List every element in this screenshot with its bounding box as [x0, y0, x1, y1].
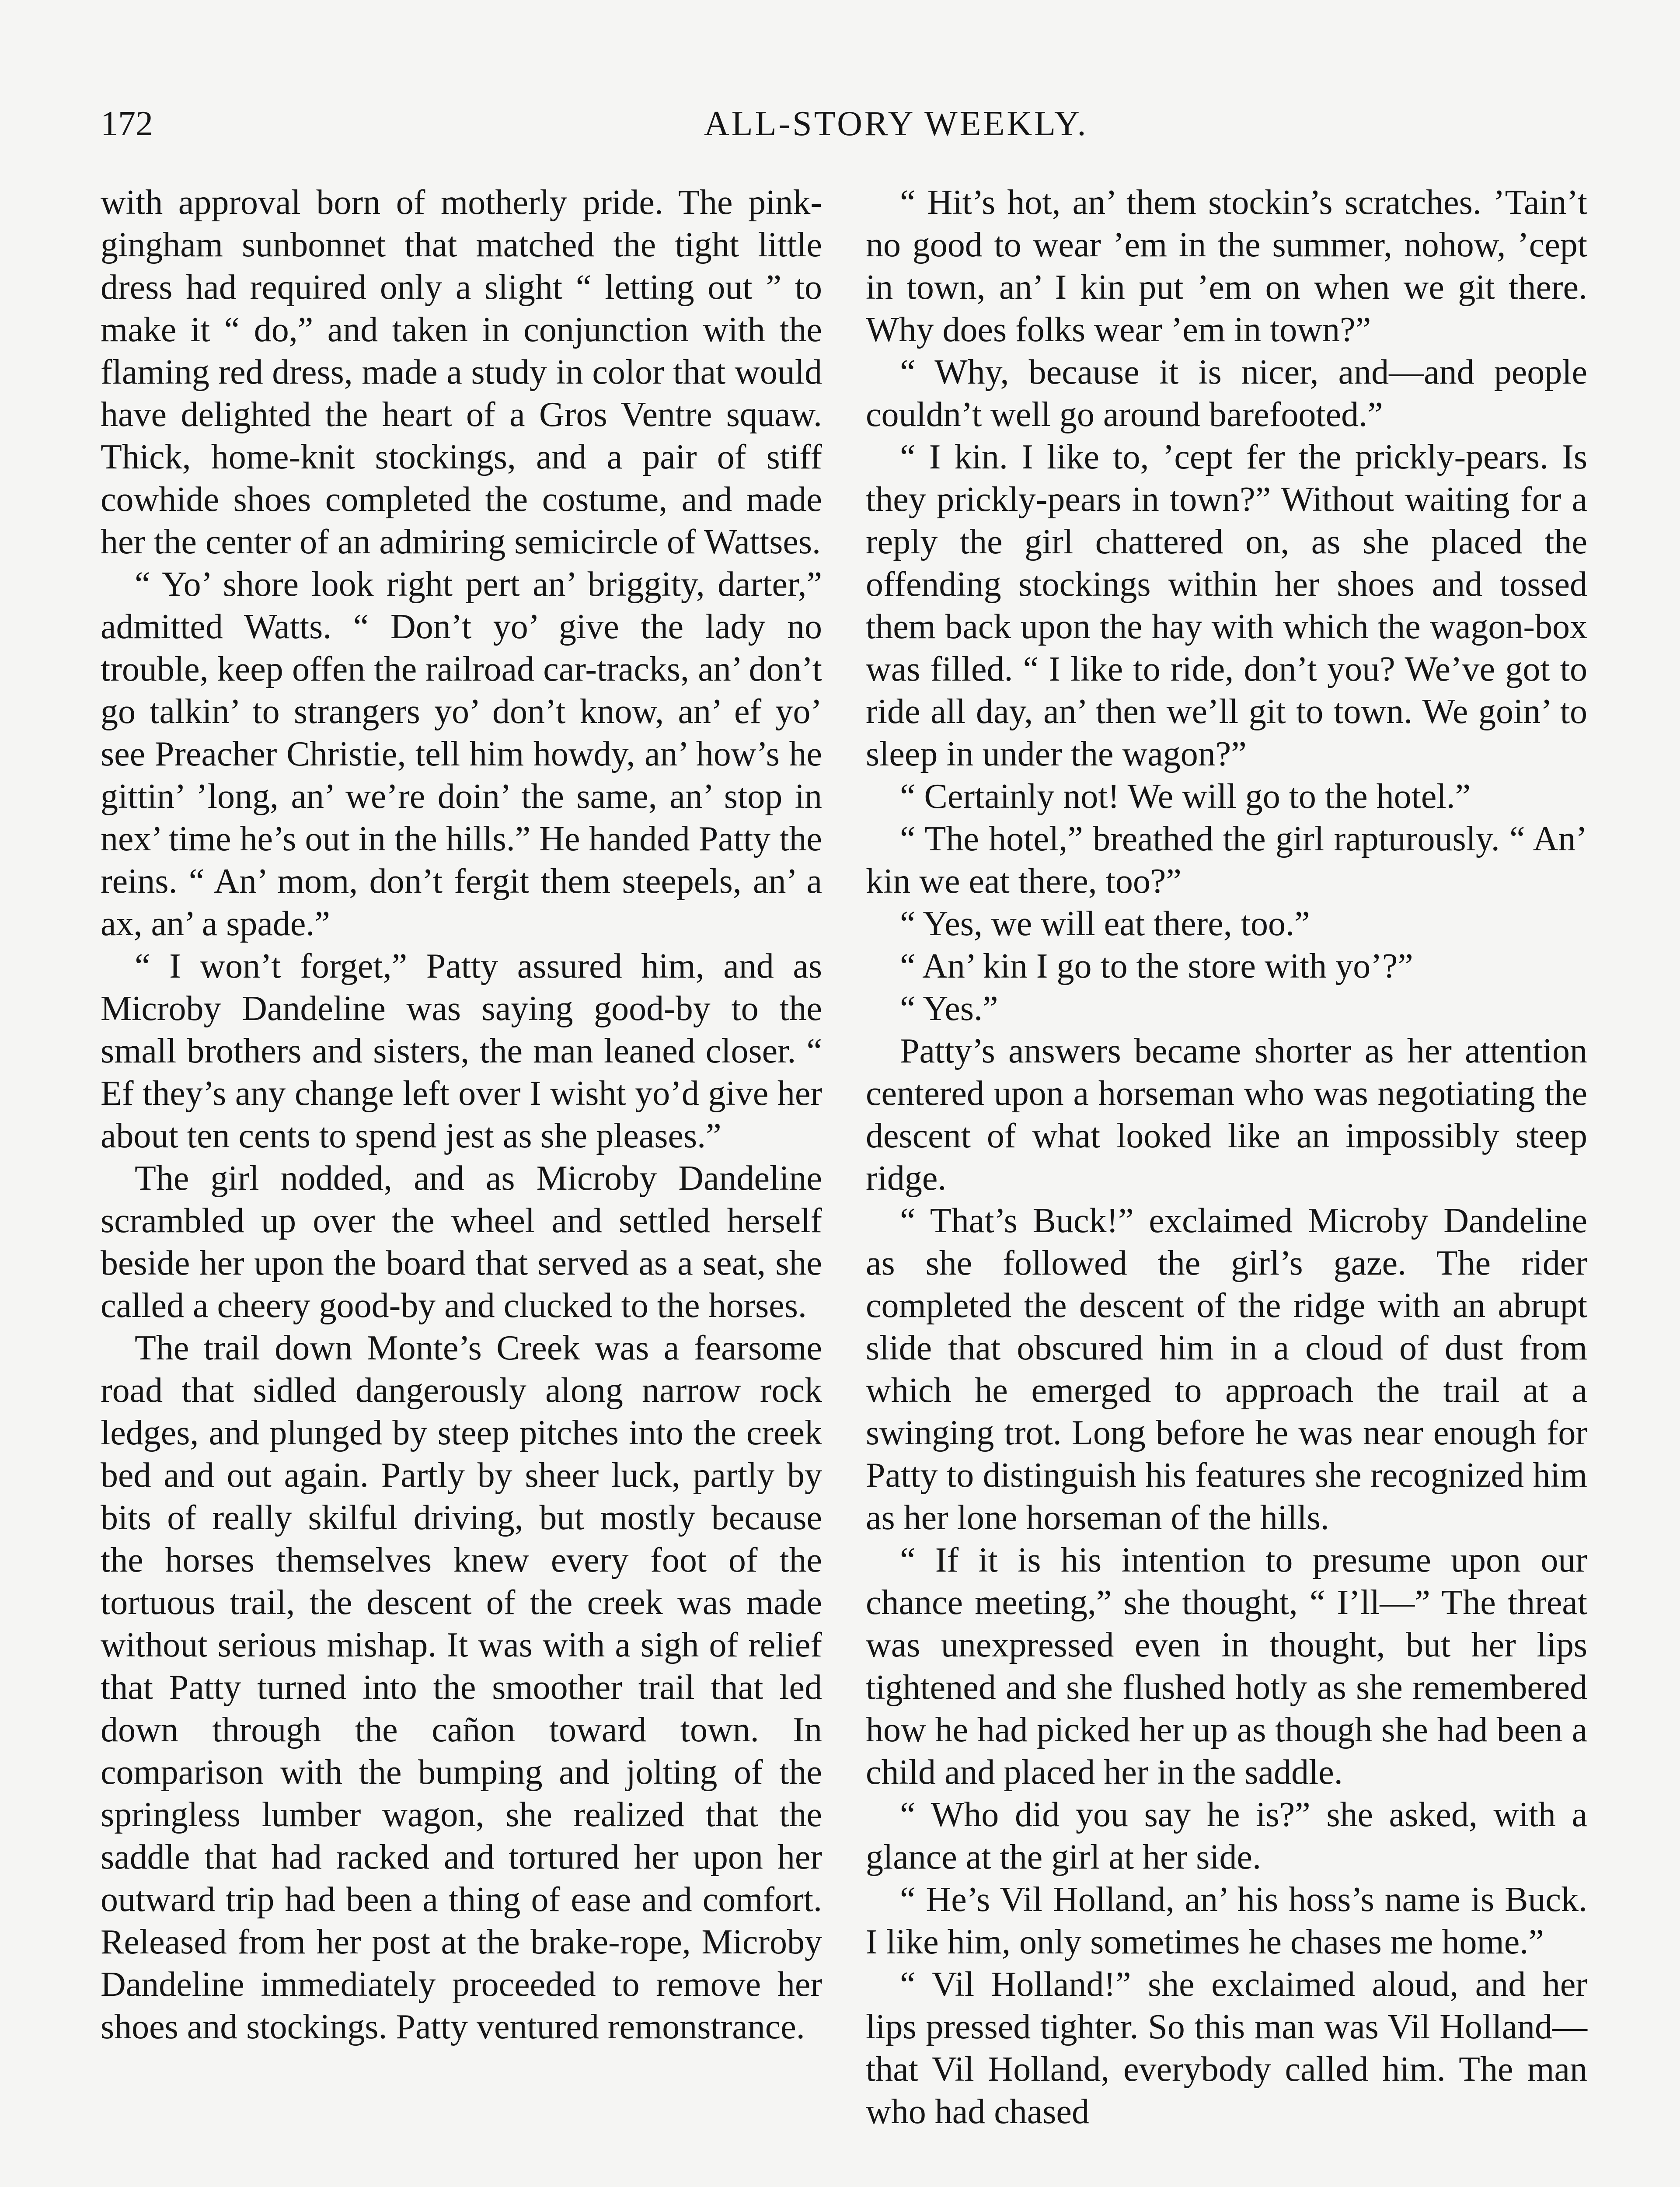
paragraph: “ Hit’s hot, an’ them stockin’s scratches. ’Tain’t no good to wear ’em in the summer, nohow, ’cept in town, an’ I kin put ’em on when we git there. Why does folks wear ’em in town?”	[866, 183, 1587, 349]
paragraph: “ I kin. I like to, ’cept fer the prickly-pears. Is they prickly-pears in town?” Without waiting for a reply the girl chattered on, as she placed the offending stockings within her shoes and tossed them back upon the hay with which the wagon-box was filled. “ I like to ride, don’t you? We’ve got to ride all day, an’ then we’ll git to town. We goin’ to sleep in under the wagon?”	[866, 438, 1587, 773]
paragraph: The trail down Monte’s Creek was a fearsome road that sidled dangerously along narrow rock ledges, and plunged by steep pitches into the creek bed and out again. Partly by sheer luck, partly by bits of really skilful driving, but mostly because the horses themselves knew every foot of the tortuous trail, the descent of the creek was made without serious mishap. It was with a sigh of relief that Patty turned into the smoother trail that led down through the cañon toward town. In comparison with the bumping and jolting of the springless lumber wagon, she realized that the saddle that had racked and tortured her upon her outward trip had been a thing of ease and comfort. Released from her post at the brake-rope, Microby Dandeline immediately proceeded to remove her shoes and stockings. Patty ventured remonstrance.	[101, 1329, 822, 2046]
paragraph: “ He’s Vil Holland, an’ his hoss’s name is Buck. I like him, only sometimes he chases me home.”	[866, 1880, 1587, 1961]
paragraph: Patty’s answers became shorter as her attention centered upon a horseman who was negotiating the descent of what looked like an impossibly steep ridge.	[866, 1032, 1587, 1198]
page-number: 172	[101, 105, 153, 143]
paragraph: “ I won’t forget,” Patty assured him, and as Microby Dandeline was saying good-by to the small brothers and sisters, the man leaned closer. “ Ef they’s any change left over I wisht yo’d give her about ten cents to spend jest as she pleases.”	[101, 947, 822, 1155]
paragraph: “ The hotel,” breathed the girl rapturously. “ An’ kin we eat there, too?”	[866, 820, 1587, 901]
paragraph: “ Yo’ shore look right pert an’ briggity, darter,” admitted Watts. “ Don’t yo’ give the lady no trouble, keep offen the railroad car-tracks, an’ don’t go talkin’ to strangers yo’ don’t know, an’ ef yo’ see Preacher Christie, tell him howdy, an’ how’s he gittin’ ’long, an’ we’re doin’ the same, an’ stop in nex’ time he’s out in the hills.” He handed Patty the reins. “ An’ mom, don’t fergit them steepels, an’ a ax, an’ a spade.”	[101, 565, 822, 943]
paragraph: “ Why, because it is nicer, and—and people couldn’t well go around barefooted.”	[866, 353, 1587, 434]
paragraph: “ An’ kin I go to the store with yo’?”	[900, 947, 1413, 985]
paragraph: The girl nodded, and as Microby Dandeline scrambled up over the wheel and settled herself beside her upon the board that served as a seat, she called a cheery good-by and clucked to the horses.	[101, 1159, 822, 1325]
page-header	[101, 100, 1587, 148]
paragraph: “ Vil Holland!” she exclaimed aloud, and her lips pressed tighter. So this man was Vil Holland—that Vil Holland, everybody called him. The man who had chased	[866, 1965, 1587, 2131]
running-head: ALL-STORY WEEKLY.	[704, 105, 1088, 143]
paragraph: “ That’s Buck!” exclaimed Microby Dandeline as she followed the girl’s gaze. The rider completed the descent of the ridge with an abrupt slide that obscured him in a cloud of dust from which he emerged to approach the trail at a swinging trot. Long before he was near enough for Patty to distinguish his features she recognized him as her lone horseman of the hills.	[866, 1202, 1587, 1537]
paragraph: “ Yes.”	[900, 989, 998, 1028]
left-column	[101, 182, 822, 2048]
paragraph: with approval born of motherly pride. The pink-gingham sunbonnet that matched the tight little dress had required only a slight “ letting out ” to make it “ do,” and taken in conjunction with the flaming red dress, made a study in color that would have delighted the heart of a Gros Ventre squaw. Thick, home-knit stockings, and a pair of stiff cowhide shoes completed the costume, and made her the center of an admiring semicircle of Wattses.	[101, 183, 822, 561]
paragraph: “ Who did you say he is?” she asked, with a glance at the girl at her side.	[866, 1796, 1587, 1876]
paragraph: “ Certainly not! We will go to the hotel.”	[900, 777, 1471, 816]
paragraph: “ Yes, we will eat there, too.”	[900, 905, 1310, 943]
paragraph: “ If it is his intention to presume upon our chance meeting,” she thought, “ I’ll—” The threat was unexpressed even in thought, but her lips tightened and she flushed hotly as she remembered how he had picked her up as though she had been a child and placed her in the saddle.	[866, 1541, 1587, 1792]
right-column	[866, 182, 1587, 2133]
